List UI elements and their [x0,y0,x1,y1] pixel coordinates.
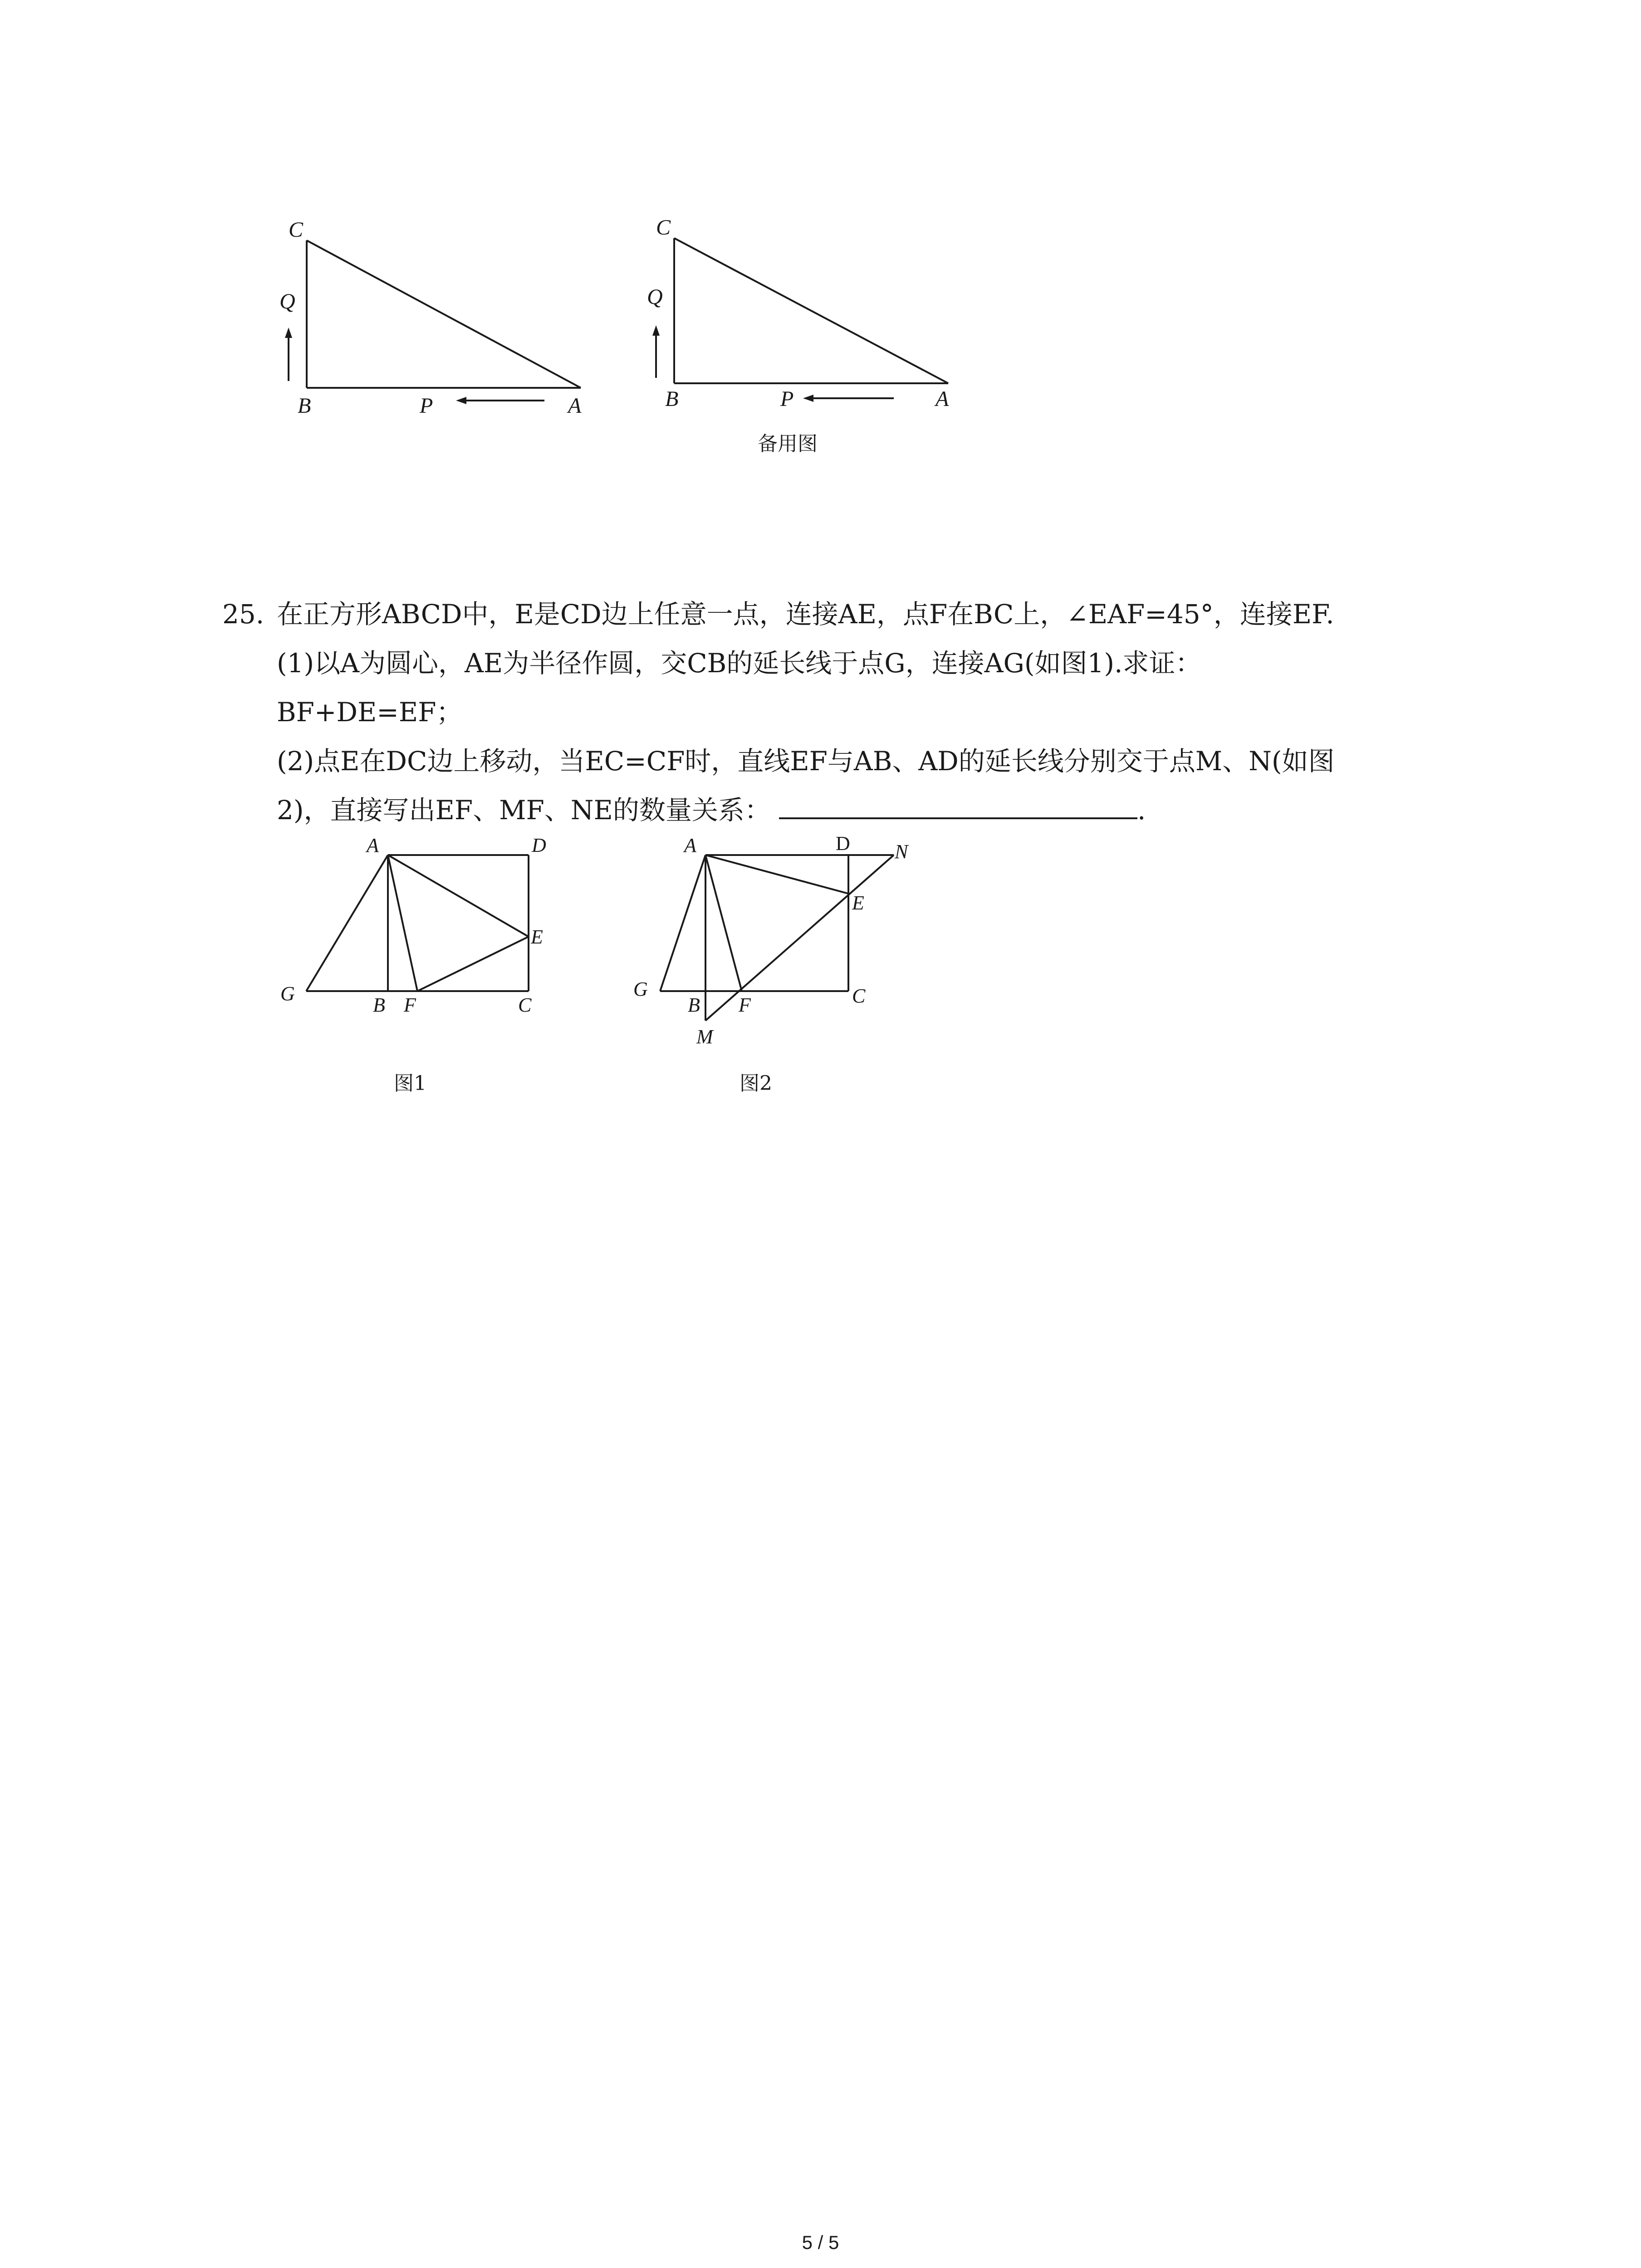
label-e: E [531,926,543,948]
label-a: A [684,834,696,856]
answer-line-end: . [1137,795,1146,826]
arrow-p-head [456,397,466,404]
label-a: A [936,387,949,411]
label-f: F [404,994,416,1016]
figure-1-caption: 图1 [394,1072,426,1095]
problem-stem: 在正方形ABCD中，E是CD边上任意一点，连接AE，点F在BC上，∠EAF=45°，连接EF. [277,599,1334,630]
segment-ag [306,855,388,991]
label-g: G [633,978,648,1000]
segment-ae [388,855,529,937]
segment-ag [660,855,705,991]
problem-line-3: BF+DE=EF； [277,697,463,728]
label-d: D [532,834,546,856]
figure-2 [626,830,953,1066]
label-a: A [367,834,379,856]
triangle-figure-main [263,209,608,426]
triangle-figure-spare [631,206,975,424]
problem-number: 25. [222,599,265,630]
label-q: Q [647,285,663,309]
segment-ae [705,855,848,894]
answer-blank[interactable] [779,789,1137,819]
label-b: B [298,394,311,418]
page-number: 5 / 5 [802,2232,839,2253]
segment-af [388,855,417,991]
label-c: C [518,994,532,1016]
figure-2-caption: 图2 [740,1072,772,1095]
label-b: B [373,994,385,1016]
figure-1 [272,830,572,1039]
label-e: E [852,892,864,914]
label-g: G [280,982,295,1005]
label-f: F [739,994,751,1016]
label-n: N [895,841,908,863]
label-d: D [836,832,850,855]
label-q: Q [279,289,295,313]
problem-line-1 [222,590,1447,639]
arrow-q-head [285,327,292,338]
arrow-q-head [652,325,660,336]
label-c: C [289,218,304,242]
arrow-p-head [803,395,813,402]
problem-line-2: (1)以A为圆心，AE为半径作圆，交CB的延长线于点G，连接AG(如图1).求证： [277,648,1202,679]
label-b: B [665,387,679,411]
side-ca [674,238,948,383]
problem-part2-prompt: 2)，直接写出EF、MF、NE的数量关系： [277,795,771,826]
segment-fe [417,937,529,991]
label-c: C [656,215,671,240]
problem-line-5 [222,786,1447,835]
label-p: P [780,387,794,411]
side-ca [307,240,581,388]
label-c: C [852,985,866,1007]
label-a: A [568,394,582,418]
label-b: B [688,994,700,1016]
segment-af [705,855,742,991]
spare-figure-caption: 备用图 [758,432,818,455]
problem-25 [222,590,1447,835]
label-p: P [420,394,433,418]
label-m: M [696,1026,713,1048]
problem-line-4: (2)点E在DC边上移动，当EC=CF时，直线EF与AB、AD的延长线分别交于点M、N(如图 [277,746,1335,777]
